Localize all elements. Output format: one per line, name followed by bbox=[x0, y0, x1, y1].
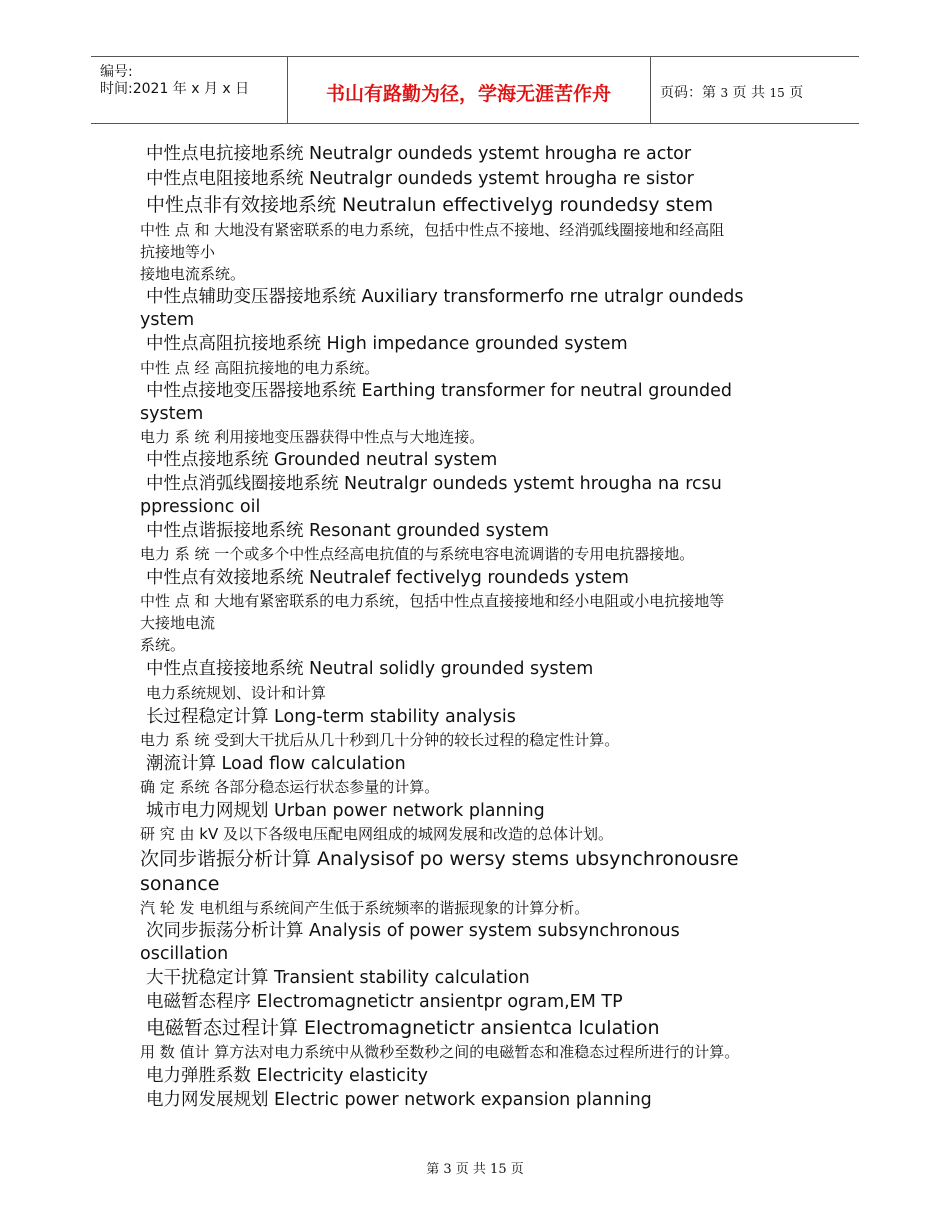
term-line: 电磁暂态程序 Electromagnetictr ansientpr ogram,EM TP bbox=[146, 992, 623, 1012]
term-line: 中性点直接接地系统 Neutral solidly grounded system bbox=[146, 659, 594, 679]
definition-line: 抗接地等小 bbox=[140, 243, 216, 261]
definition-line: 电力 系 统 一个或多个中性点经高电抗值的与系统电容电流调谐的专用电抗器接地。 bbox=[140, 545, 695, 563]
term-line: 电力网发展规划 Electric power network expansion planning bbox=[146, 1090, 652, 1110]
definition-line: 中性 点 和 大地没有紧密联系的电力系统，包括中性点不接地、经消弧线圈接地和经高阻 bbox=[140, 221, 725, 239]
term-line: 中性点消弧线圈接地系统 Neutralgr oundeds ystemt hrougha na rcsu bbox=[146, 474, 722, 494]
term-line: ppressionc oil bbox=[140, 497, 261, 517]
definition-line: 接地电流系统。 bbox=[140, 265, 246, 283]
term-line: 中性点辅助变压器接地系统 Auxiliary transformerfo rne utralgr oundeds bbox=[146, 287, 744, 307]
page-total: 15 bbox=[769, 86, 785, 100]
page-info-middle: 页 共 bbox=[732, 85, 765, 101]
definition-line: 确 定 系统 各部分稳态运行状态参量的计算。 bbox=[140, 778, 440, 796]
document-time-label: 时间:2021 年 x 月 x 日 bbox=[100, 81, 250, 97]
definition-line: 电力 系 统 利用接地变压器获得中性点与大地连接。 bbox=[140, 428, 485, 446]
term-line: 中性点非有效接地系统 Neutralun effectivelyg roundedsy stem bbox=[146, 194, 714, 216]
document-number-label: 编号: bbox=[100, 64, 133, 80]
header-page-cell bbox=[651, 57, 859, 123]
term-line: 次同步谐振分析计算 Analysisof po wersy stems ubsynchronousre bbox=[140, 848, 739, 870]
page-current: 3 bbox=[720, 86, 729, 100]
section-heading: 电力系统规划、设计和计算 bbox=[146, 684, 327, 702]
definition-line: 大接地电流 bbox=[140, 614, 216, 632]
page-header bbox=[91, 56, 859, 124]
header-motto-cell bbox=[287, 57, 651, 123]
term-line: 潮流计算 Load flow calculation bbox=[146, 754, 406, 774]
page-info-prefix: 页码：第 bbox=[660, 85, 716, 101]
term-line: 中性点接地系统 Grounded neutral system bbox=[146, 450, 498, 470]
page-footer: 第 3 页 共 15 页 bbox=[426, 1162, 524, 1177]
term-line: system bbox=[140, 404, 204, 424]
term-line: 大干扰稳定计算 Transient stability calculation bbox=[146, 968, 530, 988]
motto: 书山有路勤为径，学海无涯苦作舟 bbox=[325, 83, 611, 105]
term-line: 次同步振荡分析计算 Analysis of power system subsynchronous bbox=[146, 921, 680, 941]
definition-line: 研 究 由 kV 及以下各级电压配电网组成的城网发展和改造的总体计划。 bbox=[140, 825, 614, 843]
header-meta-cell bbox=[91, 57, 288, 123]
definition-line: 用 数 值计 算方法对电力系统中从微秒至数秒之间的电磁暂态和准稳态过程所进行的计算。 bbox=[140, 1043, 740, 1061]
term-line: 电力弹胜系数 Electricity elasticity bbox=[146, 1066, 428, 1086]
term-line: 城市电力网规划 Urban power network planning bbox=[146, 801, 545, 821]
definition-line: 中性 点 和 大地有紧密联系的电力系统，包括中性点直接接地和经小电阻或小电抗接地等 bbox=[140, 592, 725, 610]
term-line: 中性点接地变压器接地系统 Earthing transformer for neutral grounded bbox=[146, 381, 733, 401]
term-line: 电磁暂态过程计算 Electromagnetictr ansientca lculation bbox=[146, 1017, 660, 1039]
definition-line: 系统。 bbox=[140, 636, 186, 654]
term-line: 中性点电阻接地系统 Neutralgr oundeds ystemt hrougha re sistor bbox=[146, 169, 694, 189]
page-info-suffix: 页 bbox=[789, 85, 804, 101]
term-line: 中性点电抗接地系统 Neutralgr oundeds ystemt hrougha re actor bbox=[146, 144, 692, 164]
term-line: sonance bbox=[140, 873, 220, 895]
term-line: oscillation bbox=[140, 944, 229, 964]
definition-line: 汽 轮 发 电机组与系统间产生低于系统频率的谐振现象的计算分析。 bbox=[140, 899, 590, 917]
term-line: 中性点有效接地系统 Neutralef fectivelyg roundeds ystem bbox=[146, 568, 629, 588]
term-line: ystem bbox=[140, 310, 195, 330]
definition-line: 中性 点 经 高阻抗接地的电力系统。 bbox=[140, 359, 380, 377]
page-number-info bbox=[660, 82, 803, 102]
term-line: 中性点高阻抗接地系统 High impedance grounded system bbox=[146, 334, 628, 354]
definition-line: 电力 系 统 受到大干扰后从几十秒到几十分钟的较长过程的稳定性计算。 bbox=[140, 731, 620, 749]
term-line: 中性点谐振接地系统 Resonant grounded system bbox=[146, 521, 549, 541]
term-line: 长过程稳定计算 Long-term stability analysis bbox=[146, 707, 516, 727]
